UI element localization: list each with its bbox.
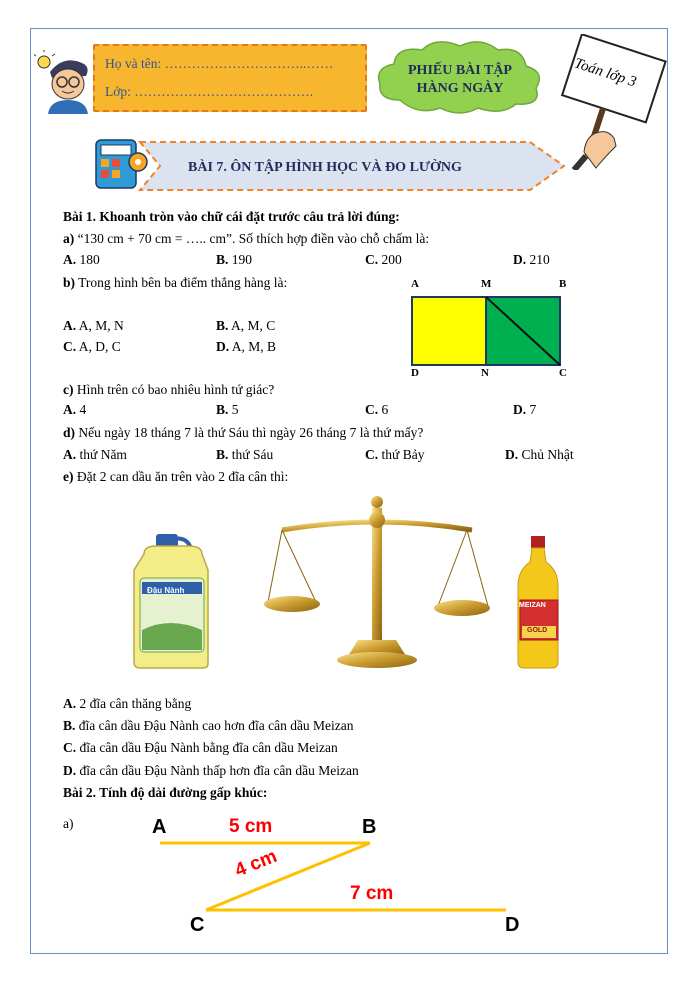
meizan-sub: GOLD bbox=[527, 627, 548, 634]
option-b-B[interactable]: B. A, M, C bbox=[216, 318, 276, 333]
question-a bbox=[63, 231, 429, 247]
worksheet-title-line2: HÀNG NGÀY bbox=[416, 81, 504, 96]
point-B: B bbox=[362, 816, 377, 838]
soybean-brand: Đậu Nành bbox=[147, 586, 185, 595]
option-c-C[interactable]: C. 6 bbox=[365, 402, 389, 417]
point-B-label: B bbox=[559, 278, 567, 290]
exercise-2-title: Bài 2. Tính độ dài đường gấp khúc: bbox=[63, 785, 268, 800]
option-e-C[interactable]: C. đĩa cân dầu Đậu Nành bằng đĩa cân dầu Meizan bbox=[63, 740, 338, 755]
class-field[interactable]: Lớp: …………………………………. bbox=[105, 84, 314, 99]
question-c: c) Hình trên có bao nhiêu hình tứ giác? bbox=[63, 382, 275, 397]
worksheet-title-line1: PHIẾU BÀI TẬP bbox=[408, 63, 512, 78]
question-e-text: Đặt 2 can dầu ăn trên vào 2 đĩa cân thì: bbox=[76, 469, 289, 484]
question-b: b) Trong hình bên ba điểm thẳng hàng là: bbox=[63, 275, 288, 290]
length-CD: 7 cm bbox=[350, 883, 394, 904]
option-c-B[interactable]: B. 5 bbox=[216, 402, 239, 417]
length-AB: 5 cm bbox=[229, 816, 273, 837]
question-b-text: Trong hình bên ba điểm thẳng hàng là: bbox=[78, 275, 288, 290]
option-e-A[interactable]: A. 2 đĩa cân thăng bằng bbox=[63, 696, 192, 711]
option-d-D[interactable]: D. Chủ Nhật bbox=[505, 447, 574, 462]
point-D-label: D bbox=[411, 367, 419, 379]
point-N-label: N bbox=[481, 367, 489, 379]
question-a-text: “130 cm + 70 cm = ….. cm”. Số thích hợp điền vào chỗ chấm là: bbox=[77, 231, 430, 246]
student-icon bbox=[34, 50, 94, 114]
question-e: e) Đặt 2 can dầu ăn trên vào 2 đĩa cân thì: bbox=[63, 469, 289, 484]
lesson-title: BÀI 7. ÔN TẬP HÌNH HỌC VÀ ĐO LƯỜNG bbox=[188, 160, 462, 175]
option-d-A[interactable]: A. thứ Năm bbox=[63, 447, 127, 462]
balance-scale-icon bbox=[262, 490, 492, 672]
option-d-C[interactable]: C. thứ Bảy bbox=[365, 447, 425, 462]
segment-BC bbox=[206, 843, 370, 910]
exercise-2-part-a-label: a) bbox=[63, 816, 74, 831]
option-e-B[interactable]: B. đĩa cân dầu Đậu Nành cao hơn đĩa cân dầu Meizan bbox=[63, 718, 354, 733]
point-C-label: C bbox=[559, 367, 567, 379]
student-info-box bbox=[93, 44, 367, 112]
length-BC: 4 cm bbox=[232, 845, 281, 882]
option-b-D[interactable]: D. A, M, B bbox=[216, 339, 277, 354]
point-C: C bbox=[190, 914, 205, 936]
question-d: d) Nếu ngày 18 tháng 7 là thứ Sáu thì ngày 26 tháng 7 là thứ mấy? bbox=[63, 425, 424, 440]
option-b-C[interactable]: C. A, D, C bbox=[63, 339, 121, 354]
option-d-B[interactable]: B. thứ Sáu bbox=[216, 447, 274, 462]
point-A-label: A bbox=[411, 278, 419, 290]
option-a-D[interactable]: D. 210 bbox=[513, 252, 550, 267]
option-b-A[interactable]: A. A, M, N bbox=[63, 318, 124, 333]
exercise-1-title: Bài 1. Khoanh tròn vào chữ cái đặt trước câu trả lời đúng: bbox=[63, 209, 400, 224]
soybean-oil-jug-icon bbox=[130, 530, 214, 670]
option-a-B[interactable]: B. 190 bbox=[216, 252, 253, 267]
option-a-C[interactable]: C. 200 bbox=[365, 252, 402, 267]
option-c-D[interactable]: D. 7 bbox=[513, 402, 537, 417]
rectangle-figure bbox=[405, 275, 575, 385]
option-c-A[interactable]: A. 4 bbox=[63, 402, 87, 417]
question-d-text: Nếu ngày 18 tháng 7 là thứ Sáu thì ngày 26 tháng 7 là thứ mấy? bbox=[78, 425, 424, 440]
point-A: A bbox=[152, 816, 167, 838]
hand-sign-icon bbox=[556, 34, 668, 170]
option-e-D[interactable]: D. đĩa cân dầu Đậu Nành thấp hơn đĩa cân dầu Meizan bbox=[63, 763, 359, 778]
name-field[interactable]: Họ và tên: …………………………..…… bbox=[105, 56, 334, 71]
question-a-label: a) bbox=[63, 231, 75, 246]
point-M-label: M bbox=[481, 278, 492, 290]
point-D: D bbox=[505, 914, 520, 936]
sign-text: Toán lớp 3 bbox=[572, 55, 639, 91]
meizan-brand: MEIZAN bbox=[519, 602, 546, 609]
question-c-text: Hình trên có bao nhiêu hình tứ giác? bbox=[76, 382, 275, 397]
option-a-A[interactable]: A. 180 bbox=[63, 252, 100, 267]
